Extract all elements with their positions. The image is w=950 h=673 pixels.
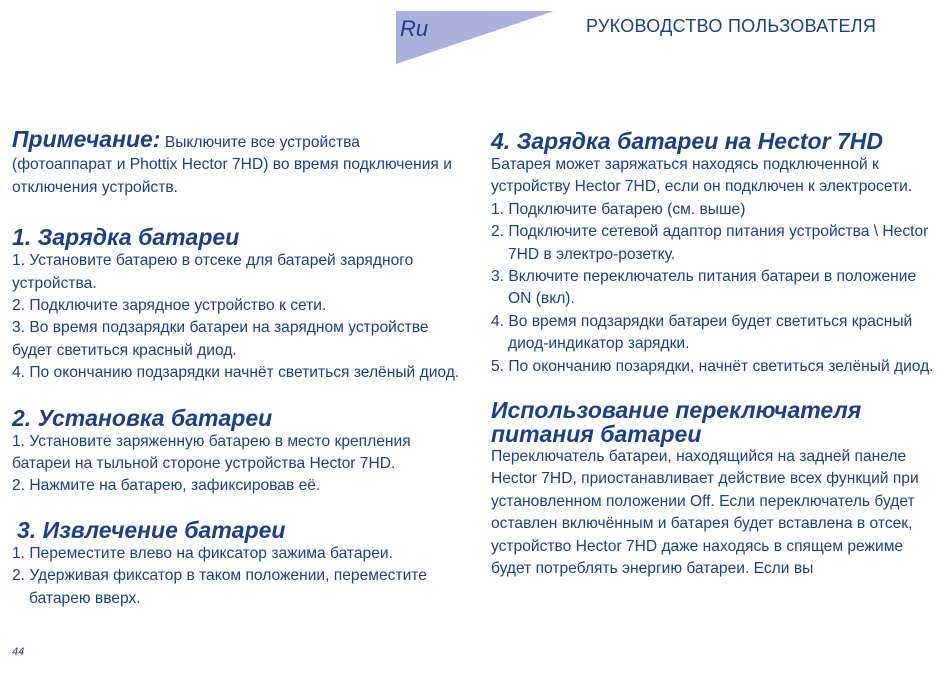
page-number: 44 [12,646,25,658]
manual-title: РУКОВОДСТВО ПОЛЬЗОВАТЕЛЯ [586,16,877,36]
note-label: Примечание: [12,126,161,152]
section-2-title: 2. Установка батареи [12,404,273,431]
list-item: 4. Во время подзарядки батареи будет светиться красный диод-индикатор зарядки. [491,312,913,353]
list-item: 3. Во время подзарядки батареи на зарядном устройстве будет светиться красный диод. [12,319,429,359]
list-item: 1. Переместите влево на фиксатор зажима батареи. [12,544,393,562]
note [12,128,460,199]
section-4-title: 4. Зарядка батареи на Hector 7HD [491,128,883,154]
list-item: 3. Включите переключатель питания батареи в положение ON (вкл). [491,268,917,308]
list-item: 2. Подключите сетевой адаптор питания устройства \ Hector 7HD в электро-розетку. [491,223,929,263]
right-column [491,128,943,581]
section-2-list [12,431,460,498]
section-4-list [491,199,943,378]
section-4-intro: Батарея может заряжаться находясь подключенной к устройству Hector 7HD, если он подключен к электросети. [491,156,913,196]
section-5-title: Использование переключателя питания батареи [491,397,862,448]
section-1-list [12,250,460,384]
list-item: 1. Установите заряженную батарею в место крепления батареи на тыльной стороне устройства Hector 7HD. [12,432,411,473]
list-item: 2. Удерживая фиксатор в таком положении, переместите батарею вверх. [12,567,427,607]
note-text: Выключите все устройства (фотоаппарат и Phottix Hector 7HD) во время подключения и отключения устройств. [12,134,452,196]
left-column [12,128,460,610]
section-5-text: Переключатель батареи, находящийся на задней панеле Hector 7HD, приостанавливает действие всех функций при установленном положении Off. Если переключатель будет оставлен включённым и батарея будет вставлена в отсек, устройство Hector 7HD даже находясь в спящем режиме будет потреблять энергию батареи. Если вы [491,448,919,578]
list-item: 2. Подключите зарядное устройство к сети. [12,297,327,315]
list-item: 2. Нажмите на батарею, зафиксировав её. [12,477,321,495]
section-3-title: 3. Извлечение батареи [17,516,286,543]
list-item: 1. Подключите батарею (см. выше) [491,200,746,218]
language-label: Ru [400,16,429,41]
list-item: 1. Установите батарею в отсеке для батарей зарядного устройства. [12,252,414,292]
section-1-title: 1. Зарядка батареи [12,224,240,251]
section-3-list [12,543,460,610]
list-item: 4. По окончанию подзарядки начнёт светиться зелёный диод. [12,364,460,382]
list-item: 5. По окончанию позарядки, начнёт светиться зелёный диод. [491,357,934,375]
